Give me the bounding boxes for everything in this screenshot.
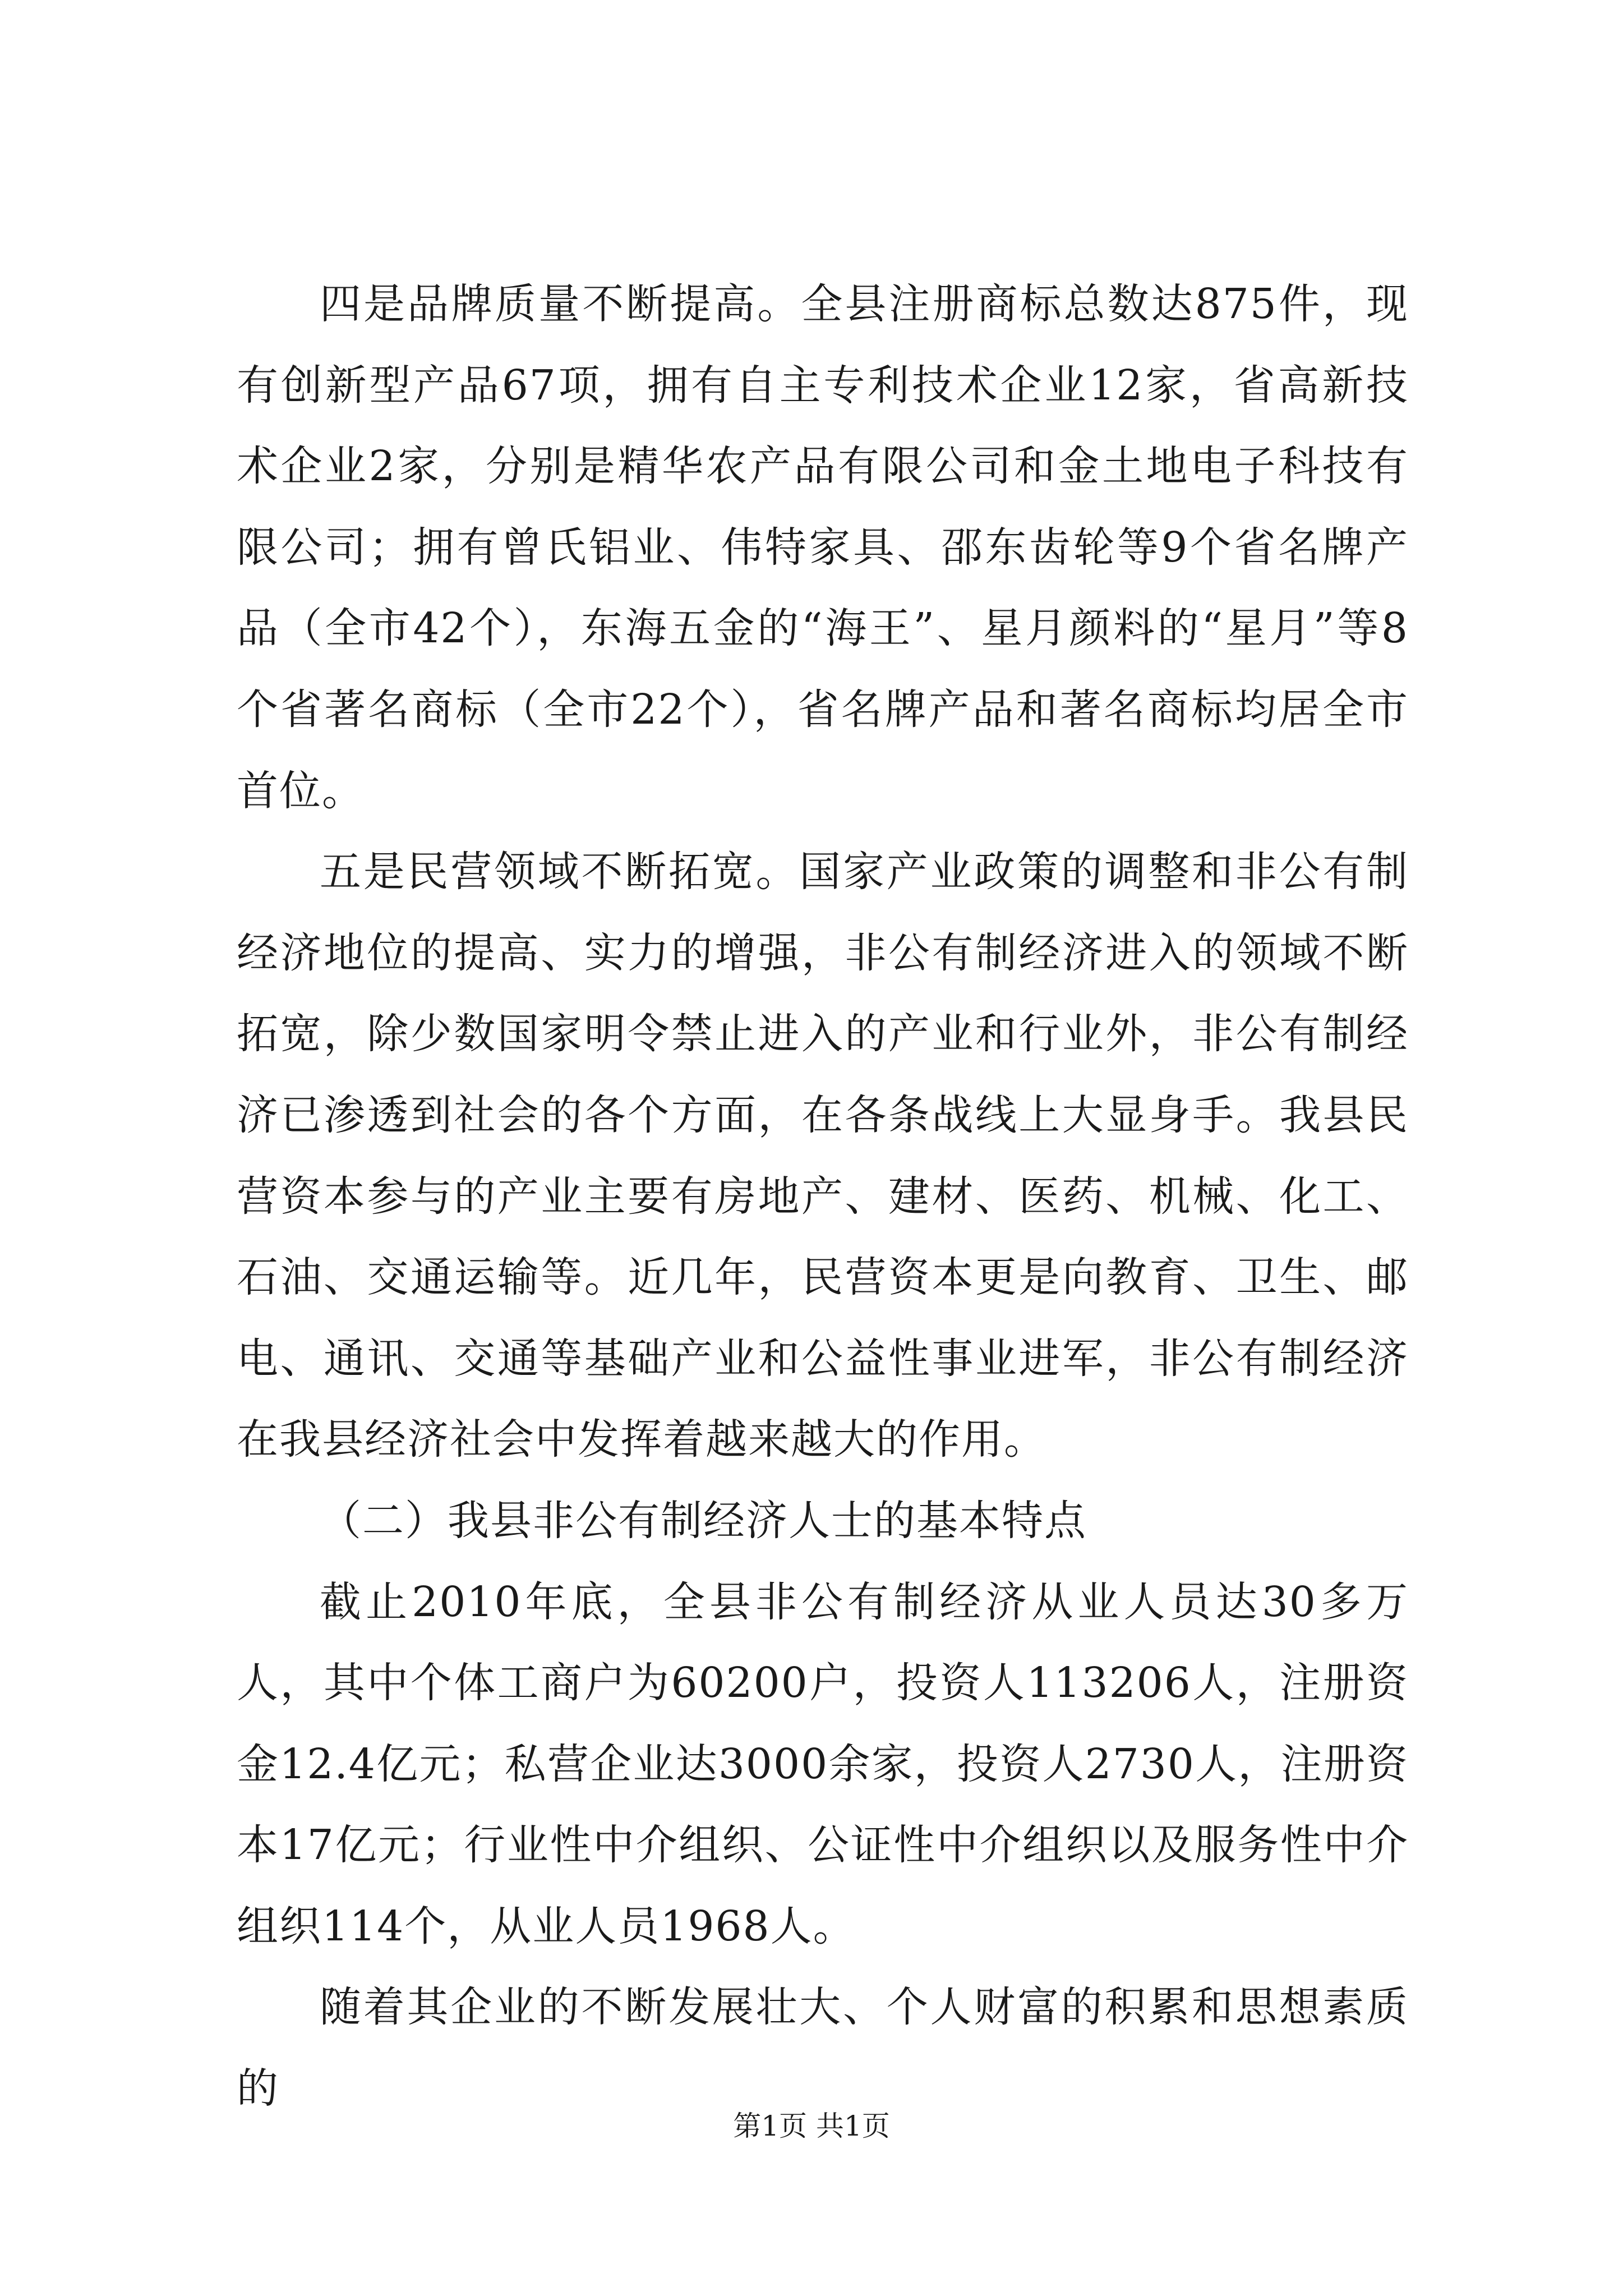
paragraph-brand-quality: 四是品牌质量不断提高。全县注册商标总数达875件，现有创新型产品67项，拥有自主专利技术企业12家，省高新技术企业2家，分别是精华农产品有限公司和金土地电子科技有限公司；拥有曾氏铝业、伟特家具、邵东齿轮等9个省名牌产品（全市42个），东海五金的“海王”、星月颜料的“星月”等8个省著名商标（全市22个），省名牌产品和著名商标均居全市首位。 <box>237 280 1409 815</box>
document-body <box>237 264 1409 2129</box>
page-footer: 第1页 共1页 <box>733 2110 890 2142</box>
paragraph-private-sectors: 五是民营领域不断拓宽。国家产业政策的调整和非公有制经济地位的提高、实力的增强，非公有制经济进入的领域不断拓宽，除少数国家明令禁止进入的产业和行业外，非公有制经济已渗透到社会的各个方面，在各条战线上大显身手。我县民营资本参与的产业主要有房地产、建材、医药、机械、化工、石油、交通运输等。近几年，民营资本更是向教育、卫生、邮电、通讯、交通等基础产业和公益性事业进军，非公有制经济在我县经济社会中发挥着越来越大的作用。 <box>237 848 1409 1464</box>
paragraph-continuation: 随着其企业的不断发展壮大、个人财富的积累和思想素质的 <box>237 1983 1409 2113</box>
section-heading: （二）我县非公有制经济人士的基本特点 <box>320 1496 1087 1545</box>
paragraph-statistics: 截止2010年底，全县非公有制经济从业人员达30多万人，其中个体工商户为60200户，投资人113206人，注册资金12.4亿元；私营企业达3000余家，投资人2730人，注册资本17亿元；行业性中介组织、公证性中介组织以及服务性中介组织114个，从业人员1968人。 <box>237 1577 1409 1950</box>
